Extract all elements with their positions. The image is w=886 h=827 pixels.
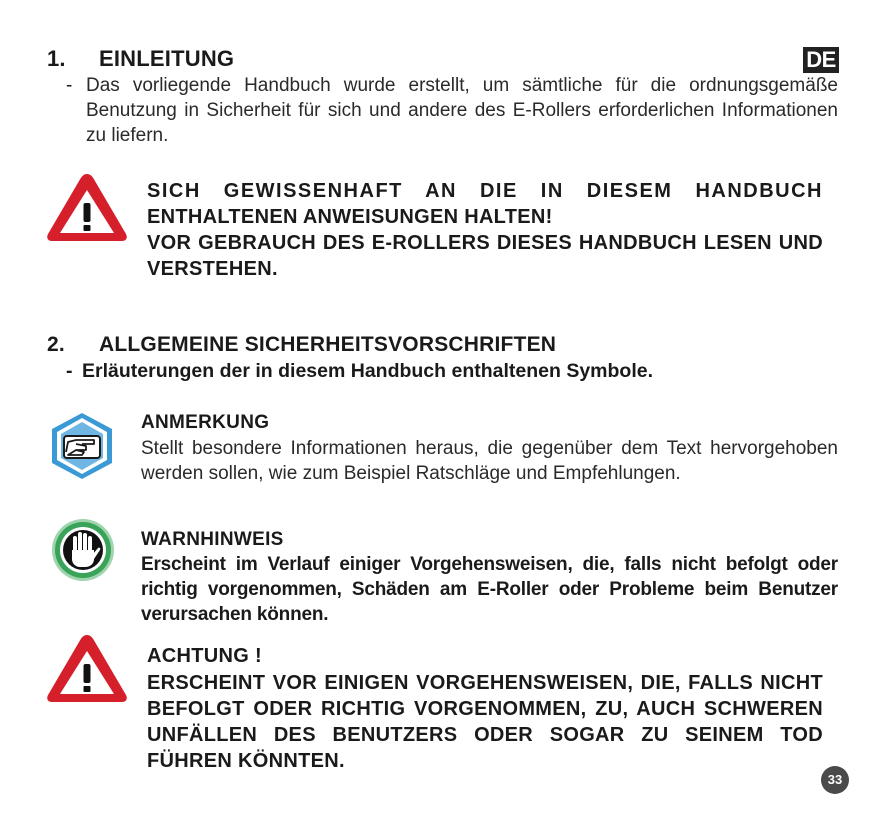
warning-triangle-icon <box>44 631 130 705</box>
note-text: Stellt besondere Informationen heraus, die gegenüber dem Text hervorgehoben werden sollen, wie zum Beispiel Ratschläge und Empfehlungen. <box>141 438 838 484</box>
subhead-dash: - <box>66 360 73 382</box>
language-badge: DE <box>803 47 839 73</box>
intro-paragraph: Das vorliegende Handbuch wurde erstellt, um sämtliche für die ordnungsgemäße Benutzung in Sicherheit für sich und andere des E-Rollers erforderlichen Informationen zu liefern. <box>86 75 838 146</box>
stop-hand-icon <box>50 517 116 583</box>
section1-number: 1. <box>47 46 66 71</box>
danger-text: ERSCHEINT VOR EINIGEN VORGEHENSWEISEN, DIE, FALLS NICHT BEFOLGT ODER RICHTIG VORGENOMMEN, ZU, AUCH SCHWEREN UNFÄLLEN DES BENUTZERS ODER SOGAR ZU SEINEM TOD FÜHREN KÖNNTEN. <box>147 672 823 772</box>
warning-line-1: SICH GEWISSENHAFT AN DIE IN DIESEM HANDBUCH <box>147 180 823 202</box>
danger-title: ACHTUNG ! <box>147 645 262 667</box>
section1-heading <box>47 46 234 72</box>
warning-triangle-icon <box>44 170 130 244</box>
warning-block <box>147 178 823 282</box>
symbols-subheading <box>66 360 653 383</box>
intro-dash: - <box>66 75 73 96</box>
caution-title: WARNHINWEIS <box>141 529 284 550</box>
section2-heading <box>47 333 556 357</box>
page-number: 33 <box>821 766 849 794</box>
pointing-hand-icon <box>46 410 118 482</box>
section2-title: ALLGEMEINE SICHERHEITSVORSCHRIFTEN <box>99 333 557 356</box>
caution-text: Erscheint im Verlauf einiger Vorgehensweisen, die, falls nicht befolgt oder richtig vorgenommen, Schäden am E-Roller oder Probleme beim Benutzer verursachen können. <box>141 554 838 625</box>
subhead-text: Erläuterungen der in diesem Handbuch enthaltenen Symbole. <box>82 360 654 382</box>
warning-line-2: ENTHALTENEN ANWEISUNGEN HALTEN! <box>147 206 553 228</box>
section1-title: EINLEITUNG <box>99 46 235 71</box>
section2-number: 2. <box>47 333 65 356</box>
warning-line-3: VOR GEBRAUCH DES E-ROLLERS DIESES HANDBUCH LESEN UND VERSTEHEN. <box>147 232 823 280</box>
note-title: ANMERKUNG <box>141 412 270 433</box>
